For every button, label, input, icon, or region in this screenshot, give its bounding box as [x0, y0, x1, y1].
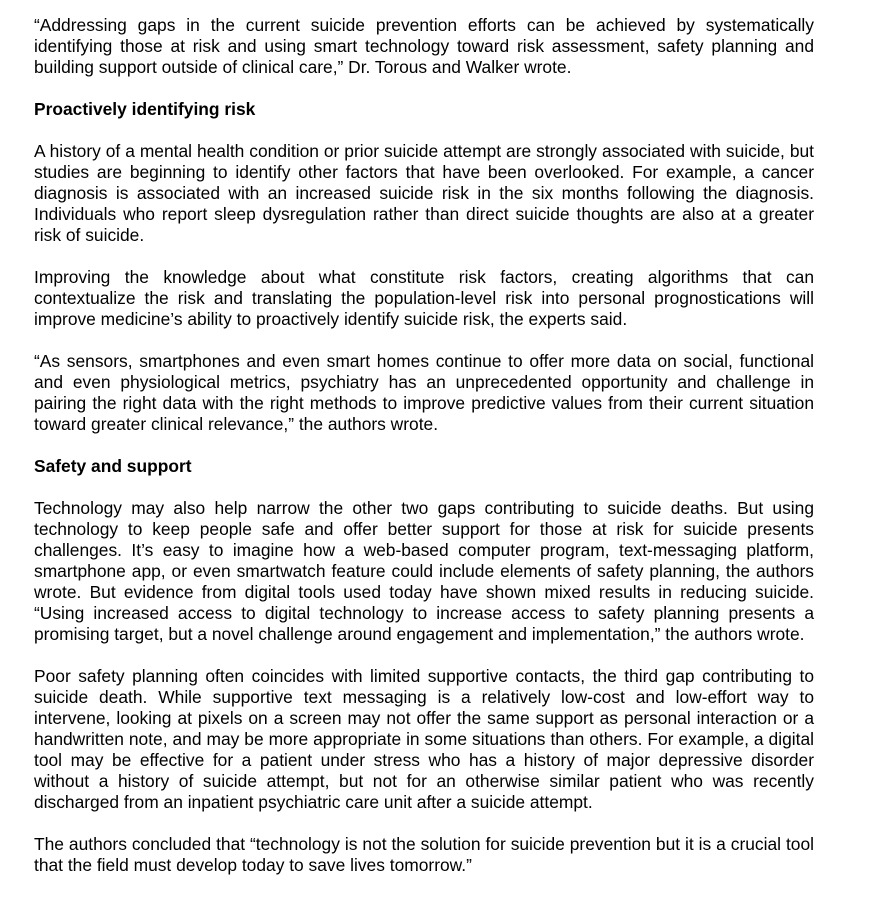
paragraph-risk-history: A history of a mental health condition or prior suicide attempt are strongly associated with suicide, but studies are beginning to identify other factors that have been overlooked. For example, a cancer diagnosis is associated with an increased suicide risk in the six months following the diagnosis. Individuals who report sleep dysregulation rather than direct suicide thoughts are also at a greater risk of suicide.	[34, 141, 814, 245]
paragraph-risk-knowledge: Improving the knowledge about what constitute risk factors, creating algorithms that can contextualize the risk and translating the population-level risk into personal prognostications will improve medicine’s ability to proactively identify suicide risk, the experts said.	[34, 267, 814, 329]
paragraph-conclusion: The authors concluded that “technology is not the solution for suicide prevention but it is a crucial tool that the field must develop today to save lives tomorrow.”	[34, 834, 814, 875]
article-body	[34, 15, 814, 876]
section-heading-safety-support: Safety and support	[34, 456, 192, 476]
paragraph-technology-gaps: Technology may also help narrow the other two gaps contributing to suicide deaths. But using technology to keep people safe and offer better support for those at risk for suicide presents challenges. It’s easy to imagine how a web-based computer program, text-messaging platform, smartphone app, or even smartwatch feature could include elements of safety planning, the authors wrote. But evidence from digital tools used today have shown mixed results in reducing suicide. “Using increased access to digital technology to increase access to safety planning presents a promising target, but a novel challenge around engagement and implementation,” the authors wrote.	[34, 498, 814, 644]
paragraph-sensors-quote: “As sensors, smartphones and even smart homes continue to offer more data on social, functional and even physiological metrics, psychiatry has an unprecedented opportunity and challenge in pairing the right data with the right methods to improve predictive values from their current situation toward greater clinical relevance,” the authors wrote.	[34, 351, 814, 434]
section-heading-identifying-risk: Proactively identifying risk	[34, 99, 256, 119]
paragraph-safety-planning: Poor safety planning often coincides with limited supportive contacts, the third gap contributing to suicide death. While supportive text messaging is a relatively low-cost and low-effort way to intervene, looking at pixels on a screen may not offer the same support as personal interaction or a handwritten note, and may be more appropriate in some situations than others. For example, a digital tool may be effective for a patient under stress who has a history of major depressive disorder without a history of suicide attempt, but not for an otherwise similar patient who was recently discharged from an inpatient psychiatric care unit after a suicide attempt.	[34, 666, 814, 812]
paragraph-intro-quote: “Addressing gaps in the current suicide prevention efforts can be achieved by systematically identifying those at risk and using smart technology toward risk assessment, safety planning and building support outside of clinical care,” Dr. Torous and Walker wrote.	[34, 15, 814, 77]
